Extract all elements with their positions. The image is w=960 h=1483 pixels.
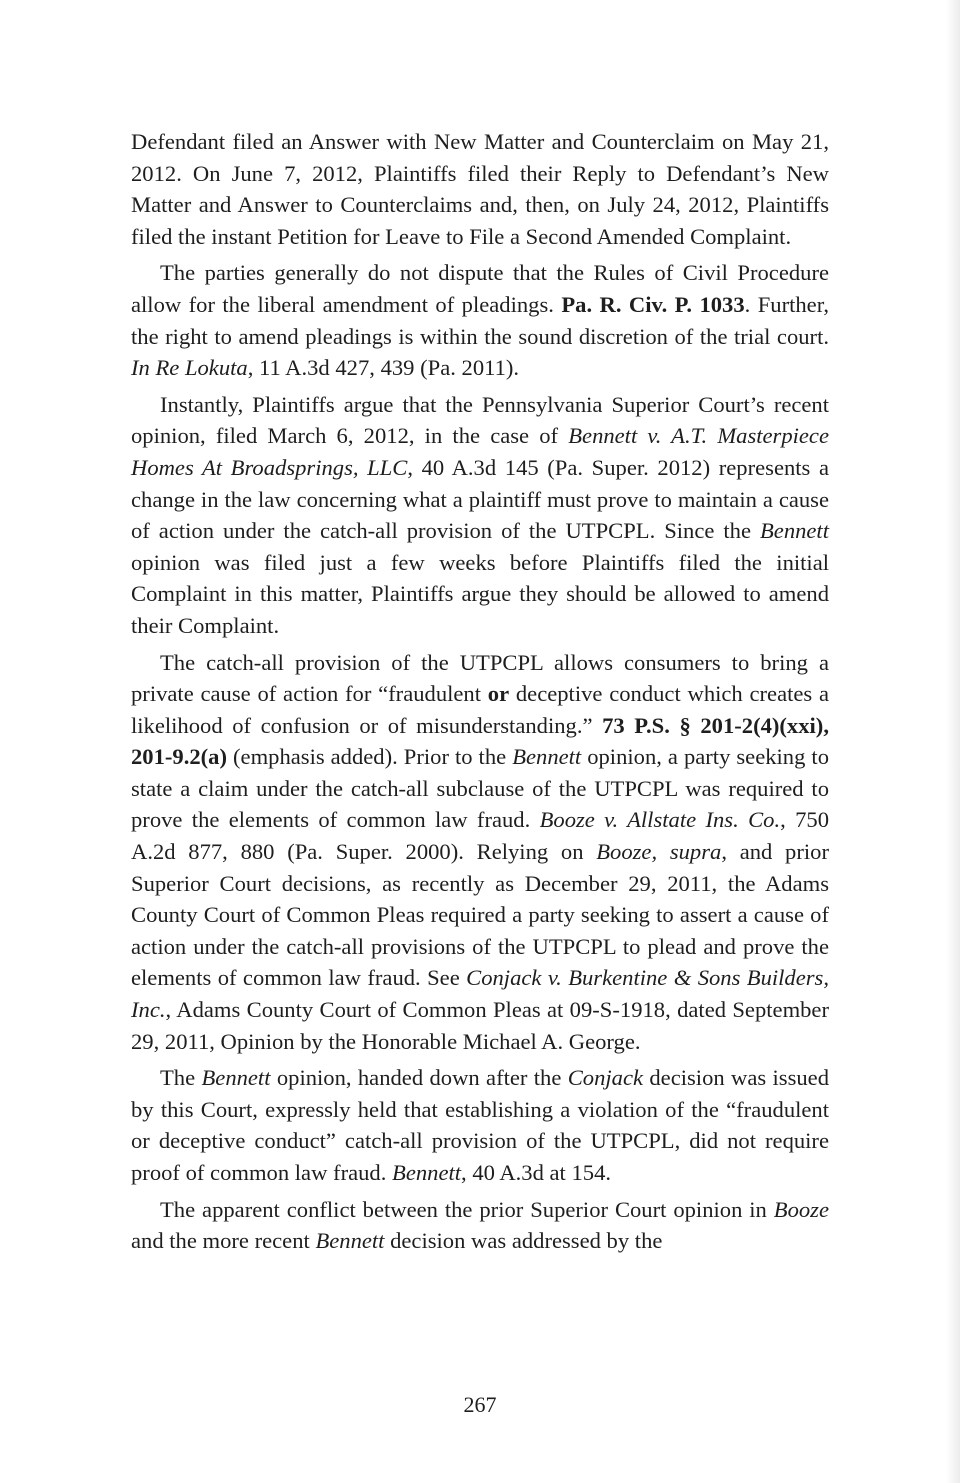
case-name: Bennett v. A.T. Masterpiece Homes At Broadsprings, LLC [131, 423, 829, 480]
body-text [131, 126, 829, 1257]
text-segment: The parties generally do not dispute that the Rules of Civil Procedure allow for the liberal amendment of pleadings. [131, 260, 829, 317]
case-name: Bennett [512, 744, 582, 770]
rule-citation: Pa. R. Civ. P. 1033 [561, 291, 745, 317]
case-name: Booze v. Allstate Ins. Co. [539, 807, 781, 833]
paragraph-3 [131, 389, 829, 642]
case-name: In Re Lokuta [131, 355, 248, 381]
paragraph-4 [131, 647, 829, 1058]
case-name: Conjack [567, 1065, 644, 1091]
case-name: Bennett [201, 1065, 271, 1091]
text-segment: The [160, 1065, 202, 1091]
text-segment: decision was addressed by the [384, 1228, 663, 1254]
paragraph-6 [131, 1194, 829, 1257]
case-name: Booze, supra [596, 839, 722, 865]
text-segment: decision was issued by this Court, expressly held that establishing a violation of the “fraudulent or deceptive conduct” catch-all provision of the UTPCPL, did not require proof of common law fraud. [131, 1065, 829, 1185]
text-segment: opinion, handed down after the [270, 1065, 568, 1091]
page-edge-shadow [946, 0, 960, 1483]
text-segment: and the more recent [131, 1228, 316, 1254]
statute-citation: 73 P.S. § 201-2(4)(xxi), 201-9.2(a) [131, 712, 829, 770]
page-number: 267 [463, 1392, 497, 1417]
text-segment: opinion was filed just a few weeks before Plaintiffs filed the initial Complaint in this matter, Plaintiffs argue they should be allowed to amend their Complaint. [131, 549, 829, 638]
text-segment: , 750 A.2d 877, 880 (Pa. Super. 2000). Relying on [131, 807, 829, 865]
text-segment: , 40 A.3d 145 (Pa. Super. 2012) represents a change in the law concerning what a plaintiff must prove to maintain a cause of action under the catch-all provision of the UTPCPL. Since the [131, 454, 829, 544]
text-segment: , 11 A.3d 427, 439 (Pa. 2011). [247, 355, 520, 381]
emphasis-word: or [487, 681, 510, 707]
text-segment: . Further, the right to amend pleadings is within the sound discretion of the trial court. [131, 291, 829, 349]
text-segment: The apparent conflict between the prior Superior Court opinion in [160, 1196, 774, 1222]
text-segment: , 40 A.3d at 154. [461, 1160, 612, 1185]
text-segment: Instantly, Plaintiffs argue that the Pennsylvania Superior Court’s recent opinion, filed March 6, 2012, in the case of [131, 391, 829, 449]
case-name: Conjack v. Burkentine & Sons Builders, Inc. [131, 965, 829, 1023]
text-segment: deceptive conduct which creates a likelihood of confusion or of misunderstanding.” [131, 681, 829, 738]
paragraph-2 [131, 257, 829, 383]
case-name: Bennett [392, 1160, 462, 1185]
text-segment: (emphasis added). Prior to the [227, 744, 513, 770]
text-segment: opinion, a party seeking to state a claim under the catch-all subclause of the UTPCPL was required to prove the elements of common law fraud. [131, 744, 829, 833]
case-name: Bennett [759, 518, 829, 544]
text-segment: , and prior Superior Court decisions, as recently as December 29, 2011, the Adams County Court of Common Pleas required a party seeking to assert a cause of action under the catch-all provisions of the UTPCPL to plead and prove the elements of common law fraud. See [131, 839, 829, 991]
text-segment: The catch-all provision of the UTPCPL allows consumers to bring a private cause of action for “fraudulent [131, 649, 829, 707]
paragraph-1 [131, 126, 829, 252]
case-name: Bennett [315, 1228, 385, 1254]
text-segment: , Adams County Court of Common Pleas at 09-S-1918, dated September 29, 2011, Opinion by the Honorable Michael A. George. [131, 997, 829, 1054]
paragraph-5 [131, 1062, 829, 1188]
case-name: Booze [773, 1196, 829, 1222]
text-segment: Defendant filed an Answer with New Matter and Counterclaim on May 21, 2012. On June 7, 2012, Plaintiffs filed their Reply to Defendant’s New Matter and Answer to Counterclaims and, then, on July 24, 2012, Plaintiffs filed the instant Petition for Leave to File a Second Amended Complaint. [131, 129, 829, 249]
